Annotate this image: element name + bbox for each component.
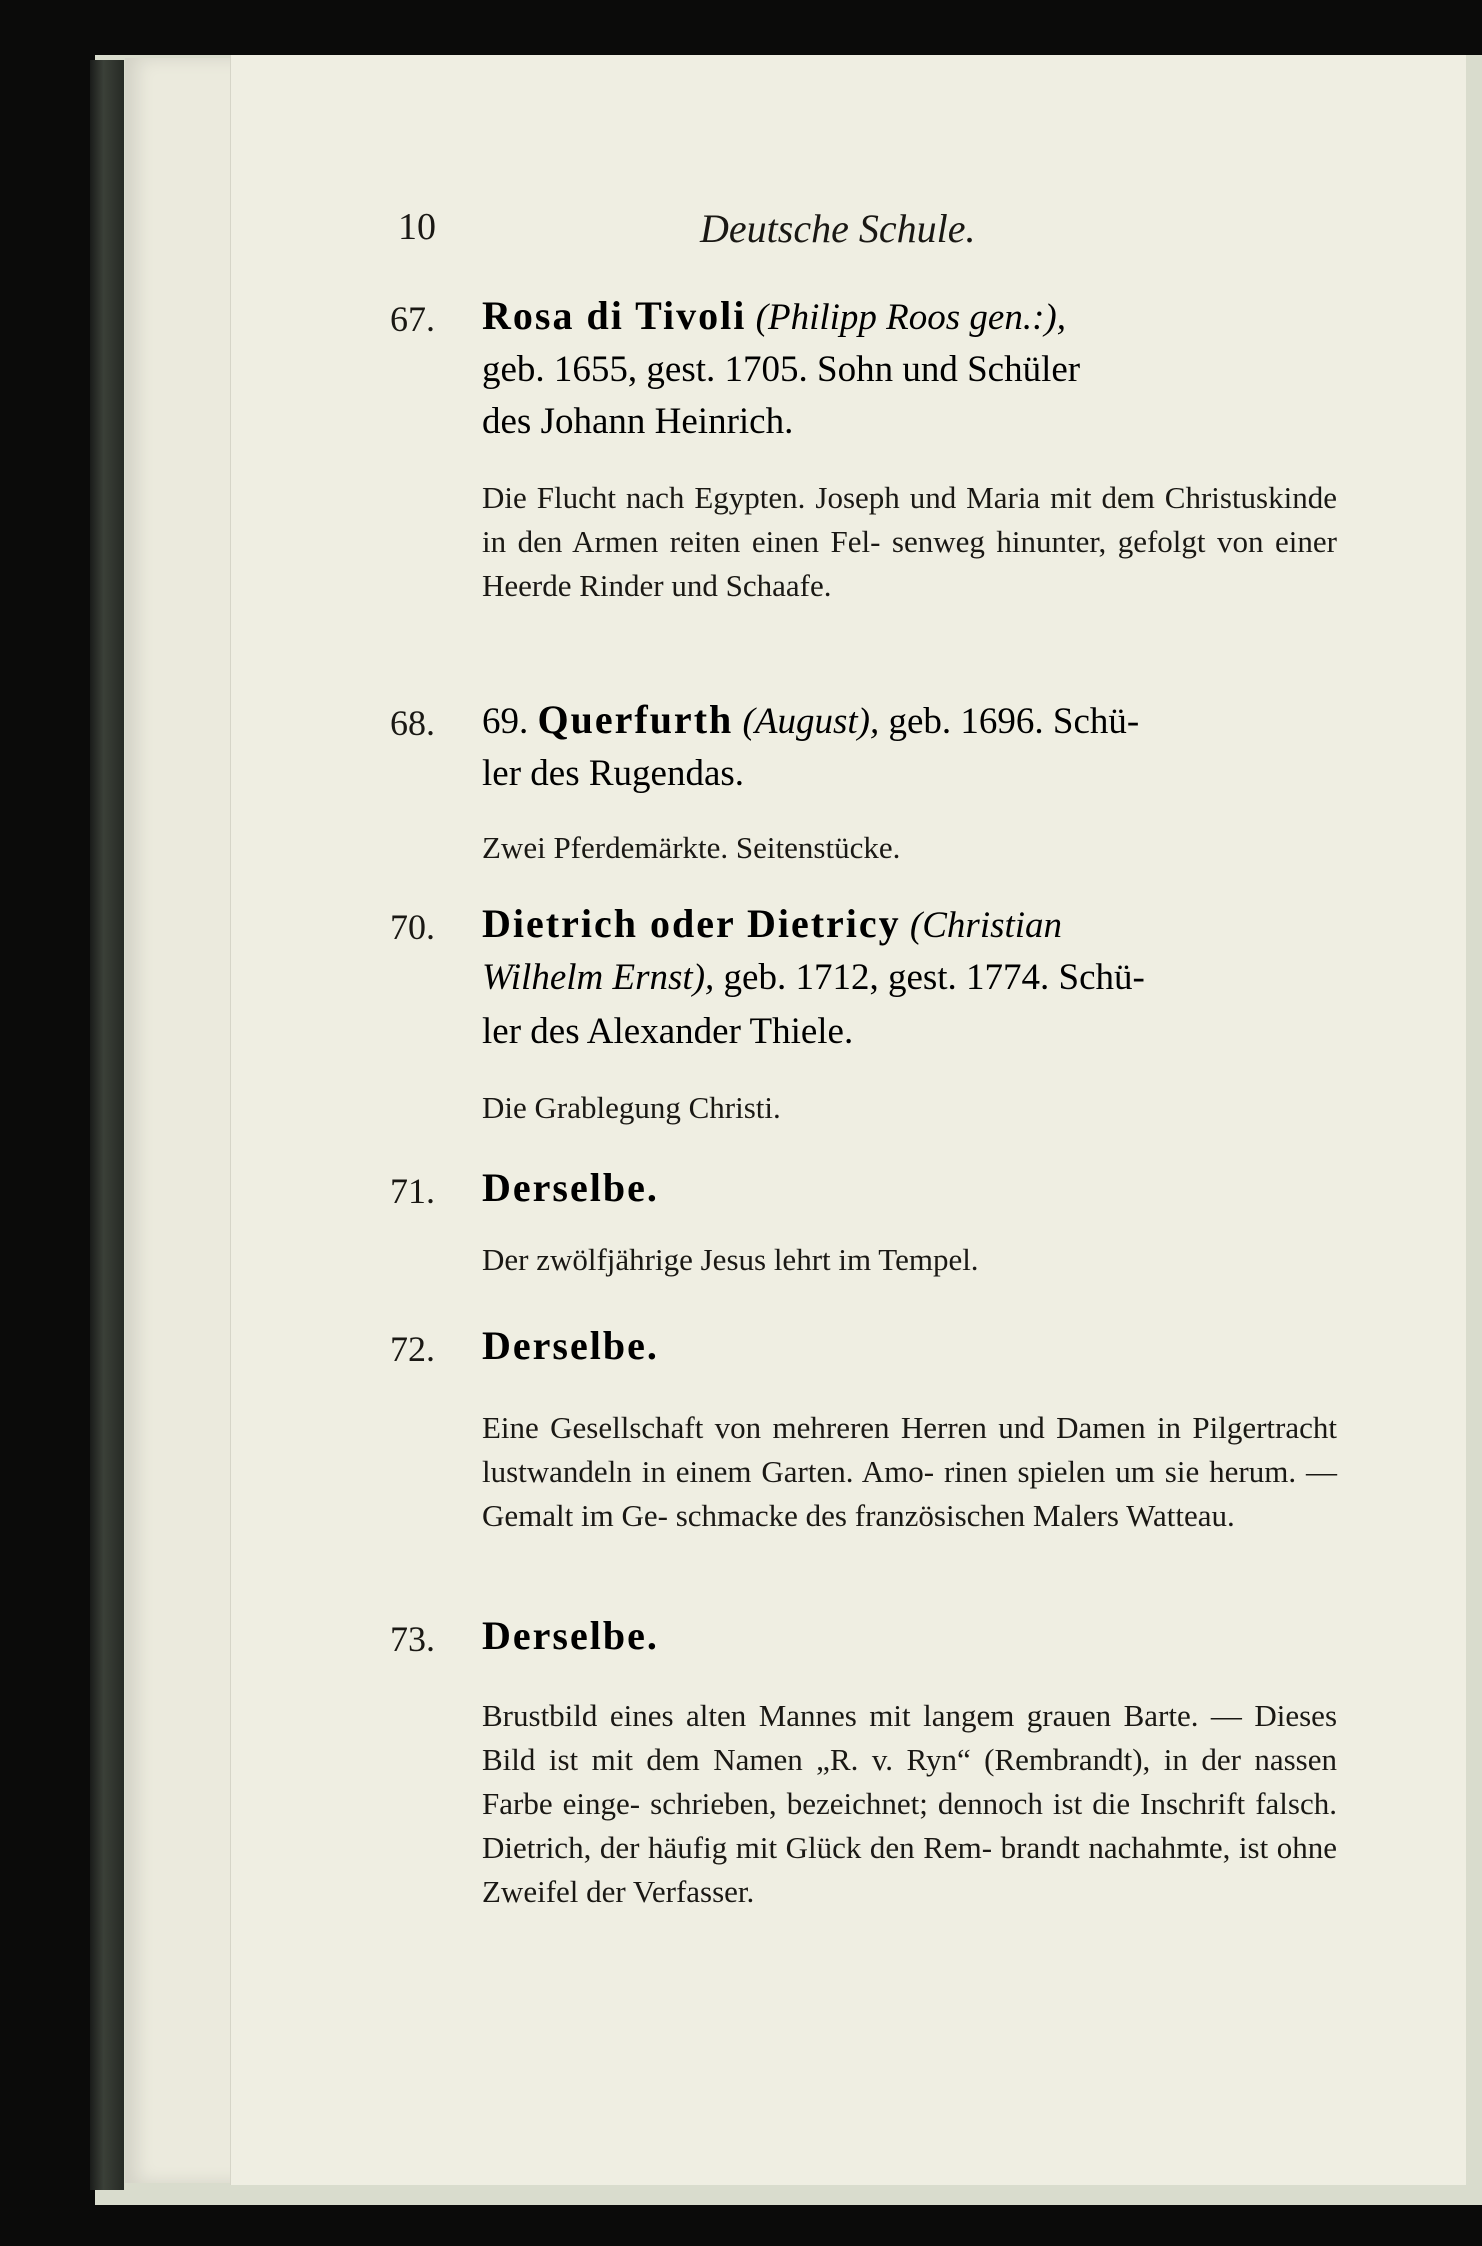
artwork-description: Brustbild eines alten Mannes mit langem grauen Barte. — Dieses Bild ist mit dem Namen „R. v. Ryn“ (Rembrandt), in der nassen Farbe einge- schrieben, bezeichnet; dennoch ist die Inschrift falsch. Dietrich, der häufig mit Glück den Rem- brandt nachahmte, ist ohne Zweifel der Verfasser. — [482, 1698, 1338, 1909]
entry-number: 70. — [390, 907, 435, 947]
artist-name: Derselbe. — [482, 1613, 659, 1658]
entry-bio-line: ler des Alexander Thiele. — [482, 1011, 854, 1052]
entry-heading: 69. Querfurth (August), geb. 1696. Schü- — [482, 697, 1140, 742]
entry-bio-line: geb. 1655, gest. 1705. Sohn und Schüler — [482, 349, 1081, 390]
artwork-description: Die Grablegung Christi. — [482, 1090, 781, 1125]
book-spine — [90, 60, 124, 2190]
entry-heading — [482, 1322, 1337, 1372]
artwork-description: Eine Gesellschaft von mehreren Herren und Damen in Pilgertracht lustwandeln in einem Garten. Amo- rinen spielen um sie herum. — Gemalt im Ge- schmacke des französischen Malers Watteau. — [482, 1410, 1338, 1533]
page-number: 10 — [398, 206, 436, 248]
entry-bio-line: des Johann Heinrich. — [482, 401, 794, 442]
artist-name: Rosa di Tivoli — [482, 293, 747, 338]
entry-heading — [482, 292, 1337, 342]
artwork-description: Die Flucht nach Egypten. Joseph und Maria mit dem Christuskinde in den Armen reiten einen Fel- senweg hinunter, gefolgt von einer Heerde Rinder und Schaafe. — [482, 480, 1337, 603]
entry-number: 67. — [390, 299, 435, 339]
running-title: Deutsche Schule. — [700, 206, 976, 251]
entry-bio-line: ler des Rugendas. — [482, 753, 745, 794]
entry-number: 72. — [390, 1329, 435, 1369]
artist-name: Derselbe. — [482, 1323, 659, 1368]
entry-heading: Dietrich oder Dietricy (Christian — [482, 901, 1063, 946]
artist-name: Dietrich oder Dietricy — [482, 901, 901, 946]
artist-bio: (Philipp Roos gen.:), — [755, 297, 1066, 338]
entry-heading — [482, 1164, 1337, 1214]
artwork-description: Der zwölfjährige Jesus lehrt im Tempel. — [482, 1242, 979, 1277]
entry-heading — [482, 1612, 1337, 1662]
artist-name: Derselbe. — [482, 1165, 659, 1210]
artist-name: Querfurth — [537, 697, 734, 742]
artwork-description: Zwei Pferdemärkte. Seitenstücke. — [482, 830, 901, 865]
entry-bio-line: Wilhelm Ernst), geb. 1712, gest. 1774. Schü- — [482, 957, 1145, 998]
entry-number: 68. — [390, 703, 435, 743]
entry-number: 73. — [390, 1619, 435, 1659]
entry-number: 71. — [390, 1171, 435, 1211]
